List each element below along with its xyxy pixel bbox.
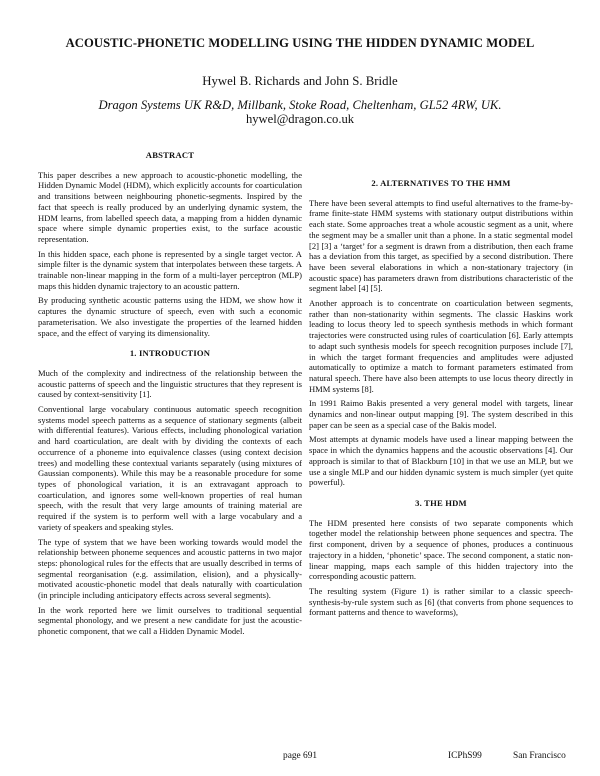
abstract-paragraph: This paper describes a new approach to acoustic-phonetic modelling, the Hidden Dynamic Model (HDM), which explicitly accounts for coarticulation and transitions between neighbouring phonetic-segments. Inspired by the fact that speech is really produced by an underlying dynamic system, the HDM learns, from labelled speech data, a mapping from a hidden dynamic space where simple dynamic properties exist, to the surface acoustic representation. <box>38 169 302 244</box>
footer-conference: ICPhS99 <box>448 751 482 761</box>
alternatives-paragraph: Another approach is to concentrate on coarticulation between segments, rather than non-stationarity within segments. The classic Haskins work leading to locus theory led to speech synthesis methods in which formant trajectories were constructed using rules of coarticulation [6]. Early attempts to adapt such synthesis models for speech recognition purposes include [7], in which the target formant frequencies and amplitudes were adjusted automatically to optimize a match to formant parameters estimated from natural speech. There have also been attempts to use locus theory directly in HMM systems [8]. <box>309 298 573 394</box>
abstract-paragraph: In this hidden space, each phone is represented by a single target vector. A simple filter is the dynamic system that interpolates between these targets. A trainable non-linear mapping in the form of a multi-layer perceptron (MLP) maps this hidden dynamic trajectory to an acoustic pattern. <box>38 248 302 291</box>
abstract-heading: ABSTRACT <box>145 150 195 160</box>
hdm-paragraph: The resulting system (Figure 1) is rather similar to a classic speech-synthesis-by-rule system such as [6] (that converts from phone sequences to formant patterns and thence to waveforms), <box>309 585 573 618</box>
paper-affiliation: Dragon Systems UK R&D, Millbank, Stoke Road, Cheltenham, GL52 4RW, UK. <box>98 98 502 112</box>
hdm-heading: 3. THE HDM <box>415 497 467 508</box>
footer-page-number: page 691 <box>283 751 318 761</box>
alternatives-paragraph: In 1991 Raimo Bakis presented a very general model with targets, linear dynamics and non-linear output mapping [9]. The system described in this paper can be seen as a special case of the Bakis model. <box>309 398 573 430</box>
paper-title: ACOUSTIC-PHONETIC MODELLING USING THE HIDDEN DYNAMIC MODEL <box>65 36 535 50</box>
intro-paragraph: Much of the complexity and indirectness of the relationship between the acoustic patterns of speech and the linguistic structures that they represent is caused by context-sensitivity [1]. <box>38 367 302 400</box>
abstract-paragraph: By producing synthetic acoustic patterns using the HDM, we show how it captures the dynamic structure of speech, even with such a economic parameterisation. We also investigate the properties of the learned hidden space, and the effect of varying its dimensionality. <box>38 295 302 338</box>
intro-paragraph: Conventional large vocabulary continuous automatic speech recognition systems model speech patterns as a sequence of stationary segments (albeit with differential features). Various effects, including phonological variation and hard coarticulation, are dealt with by dividing the contexts of each occurrence of a phoneme into equivalence classes (using context decision trees) and modelling these contextual variants separately (using mixtures of Gaussian components). While this may be a reasonable procedure for some types of phonological variation, it is an extravagant approach to coarticulation, and ignores some well-known properties of real human speech, with the result that very large amounts of training material are required if the system is to perform well with a large vocabulary and a variety of speakers and speaking styles. <box>38 404 302 532</box>
alternatives-paragraph: Most attempts at dynamic models have used a linear mapping between the space in which the dynamics happens and the acoustic observations [4]. Our approach is similar to that of Blackburn [10] in that we use an MLP, but we use a single MLP and our hidden dynamic system is much simpler (yet quite powerful). <box>309 434 573 488</box>
intro-heading: 1. INTRODUCTION <box>129 348 211 359</box>
alternatives-paragraph: There have been several attempts to find useful alternatives to the frame-by-frame finite-state HMM systems with stationary output distributions within each state. Some approaches treat a whole acoustic segment as a unit, where the segment may be a smaller unit than a phone. In a static segmental model [2] [3] a ‘target’ for a segment is drawn from a distribution, then each frame has a deviation from this target, as specified by a second distribution. There have been several elaborations in which a non-stationary trajectory (in acoustic space) has parameters drawn from distributions characteristic of the segment label [4] [5]. <box>309 197 573 294</box>
intro-paragraph: In the work reported here we limit ourselves to traditional sequential segmental phonology, and we present a new candidate for just the acoustic-phonetic component, that we call a Hidden Dynamic Model. <box>38 604 302 637</box>
right-column <box>309 150 573 622</box>
hdm-paragraph: The HDM presented here consists of two separate components which together model the relationship between phone sequences and spectra. The first component, driven by a sequence of phones, produces a continuous trajectory in a hidden, ‘phonetic’ space. The second component, a static non-linear mapping, maps each sample of this hidden trajectory into the corresponding acoustic pattern. <box>309 517 573 582</box>
alternatives-heading: 2. ALTERNATIVES TO THE HMM <box>371 178 511 188</box>
intro-paragraph: The type of system that we have been working towards would model the relationship between phoneme sequences and acoustic patterns in two major steps: phonological rules for the effects that are usually described in terms of segmental reorganisation (e.g. assimilation, elision), and a physically-motivated acoustic-phonetic model that deals naturally with coarticulation (in principle including anticipatory effects across several segments). <box>38 536 302 601</box>
paper-email: hywel@dragon.co.uk <box>245 112 355 126</box>
paper-authors: Hywel B. Richards and John S. Bridle <box>202 74 398 88</box>
left-column <box>38 150 302 641</box>
footer-city: San Francisco <box>513 751 566 761</box>
